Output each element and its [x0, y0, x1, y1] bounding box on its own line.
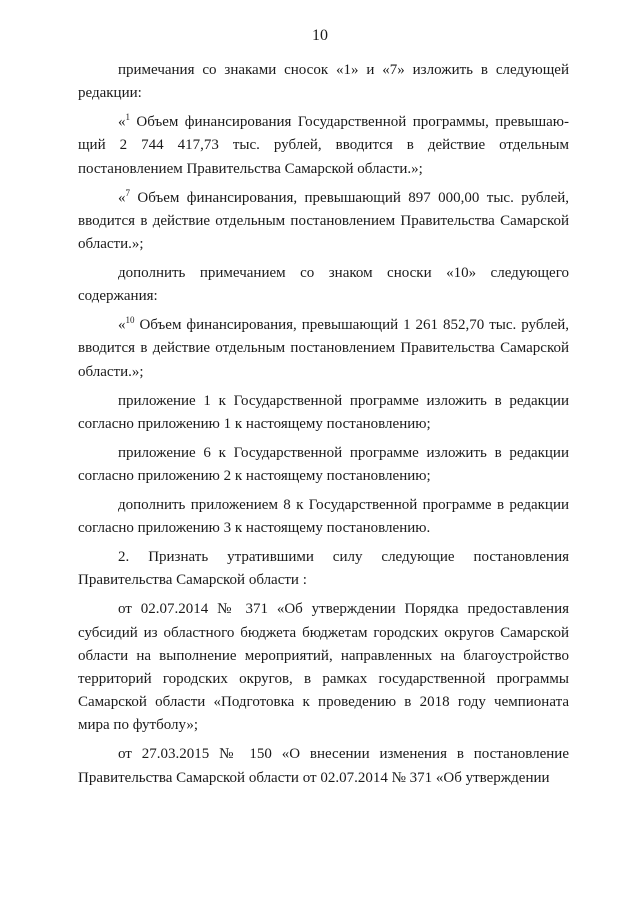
quote-mark: «	[118, 114, 126, 131]
text-line: Правительства Самарской области от 02.07.2014 № 371 «Об утверждении	[78, 769, 550, 786]
text-line: области.»;	[78, 363, 144, 380]
text-line: субсидий из областного бюджета бюджетам городских округов Самарской	[78, 624, 569, 641]
paragraph	[78, 314, 569, 384]
paragraph	[78, 743, 569, 789]
paragraph	[78, 59, 569, 105]
footnote-marker: 7	[125, 187, 130, 198]
text-line: вводится в действие отдельным постановлением Правительства Самарской	[78, 340, 569, 357]
document-body	[78, 59, 569, 796]
text-line: щий 2 744 417,73 тыс. рублей, вводится в действие отдельным	[78, 137, 569, 154]
quote-mark: «	[118, 189, 126, 206]
text-line: постановлением Правительства Самарской области.»;	[78, 160, 423, 177]
text-line: мира по футболу»;	[78, 717, 199, 734]
text-line: согласно приложению 2 к настоящему постановлению;	[78, 468, 431, 485]
text-line: согласно приложению 3 к настоящему постановлению.	[78, 520, 431, 537]
page-number: 10	[312, 27, 328, 44]
footnote-marker: 1	[125, 112, 130, 123]
text-line: территорий городских округов, в рамках государственной программы	[78, 671, 569, 688]
text-line: редакции:	[78, 85, 142, 102]
paragraph	[78, 598, 569, 737]
text-line: содержания:	[78, 288, 158, 305]
text-line	[78, 187, 569, 210]
text-line: области.»;	[78, 236, 144, 253]
text-line: приложение 6 к Государственной программе изложить в редакции	[118, 444, 569, 461]
paragraph	[78, 187, 569, 257]
text-line: от 27.03.2015 № 150 «О внесении изменения в постановление	[118, 746, 569, 763]
paragraph	[78, 442, 569, 488]
text-line: примечания со знаками сносок «1» и «7» изложить в следующей	[118, 62, 569, 78]
text-line: приложение 1 к Государственной программе изложить в редакции	[118, 392, 569, 409]
line-text: Объем финансирования, превышающий 897 000,00 тыс. рублей,	[130, 189, 569, 206]
paragraph	[78, 546, 569, 592]
paragraph	[78, 262, 569, 308]
footnote-marker: 10	[125, 315, 135, 326]
quote-mark: «	[118, 317, 126, 334]
paragraph	[78, 494, 569, 540]
text-line	[78, 314, 569, 337]
text-line	[78, 111, 569, 134]
text-line: Правительства Самарской области :	[78, 572, 307, 589]
paragraph	[78, 111, 569, 181]
text-line: от 02.07.2014 № 371 «Об утверждении Порядка предоставления	[118, 601, 569, 618]
paragraph	[78, 390, 569, 436]
text-line: дополнить примечанием со знаком сноски «10» следующего	[118, 265, 569, 282]
line-text: Объем финансирования Государственной программы, превышаю-	[130, 114, 569, 131]
line-text: Объем финансирования, превышающий 1 261 852,70 тыс. рублей,	[134, 317, 569, 334]
text-line: 2. Признать утратившими силу следующие постановления	[118, 549, 569, 566]
text-line: Самарской области «Подготовка к проведению в 2018 году чемпионата	[78, 694, 569, 711]
text-line: согласно приложению 1 к настоящему постановлению;	[78, 415, 431, 432]
text-line: области на выполнение мероприятий, направленных на благоустройство	[78, 647, 569, 664]
text-line: вводится в действие отдельным постановлением Правительства Самарской	[78, 212, 569, 229]
text-line: дополнить приложением 8 к Государственной программе в редакции	[118, 497, 569, 514]
